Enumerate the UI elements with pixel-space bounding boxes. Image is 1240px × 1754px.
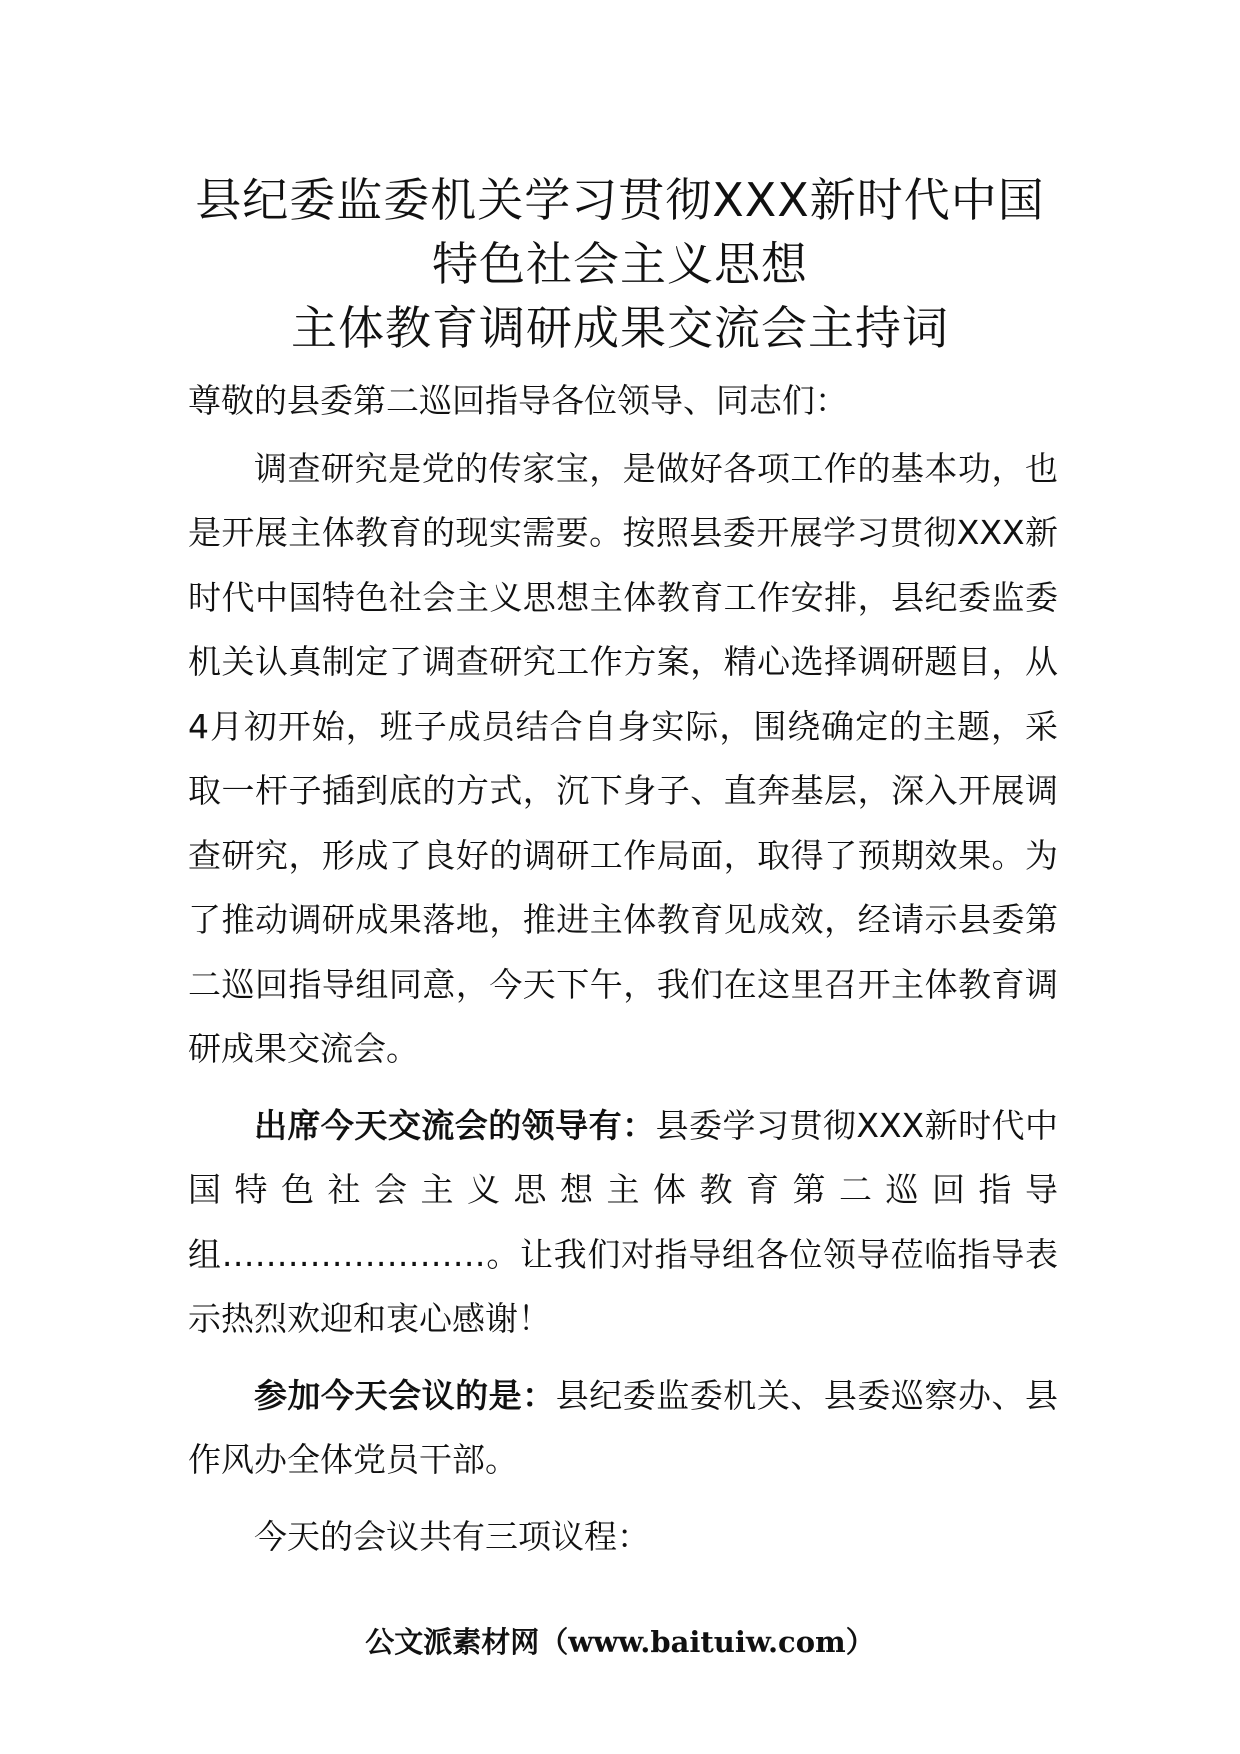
salutation: 尊敬的县委第二巡回指导各位领导、同志们： xyxy=(188,381,848,420)
document-body xyxy=(188,369,1058,1569)
paragraph-attending-leaders xyxy=(188,1094,1058,1352)
attending-leaders-text: 县委学习贯彻XXX新时代中国特色社会主义思想主体教育第二巡回指导组……………………。让我们对指导组各位领导莅临指导表示热烈欢迎和衷心感谢！ xyxy=(188,1105,1059,1338)
title-line-2: 特色社会主义思想 xyxy=(432,237,808,291)
participants-label: 参加今天会议的是： xyxy=(254,1375,556,1415)
footer-source: 公文派素材网（www.baituiw.com） xyxy=(365,1625,875,1659)
document-title xyxy=(150,168,1090,360)
paragraph-intro: 调查研究是党的传家宝，是做好各项工作的基本功，也是开展主体教育的现实需要。按照县委开展学习贯彻XXX新时代中国特色社会主义思想主体教育工作安排，县纪委监委机关认真制定了调查研究工作方案，精心选择调研题目，从4月初开始，班子成员结合自身实际，围绕确定的主题，采取一杆子插到底的方式，沉下身子、直奔基层，深入开展调查研究，形成了良好的调研工作局面，取得了预期效果。为了推动调研成果落地，推进主体教育见成效，经请示县委第二巡回指导组同意，今天下午，我们在这里召开主体教育调研成果交流会。 xyxy=(188,448,1058,1068)
title-line-3: 主体教育调研成果交流会主持词 xyxy=(291,301,949,355)
title-line-1: 县纪委监委机关学习贯彻XXX新时代中国 xyxy=(195,173,1045,227)
paragraph-agenda: 今天的会议共有三项议程： xyxy=(254,1516,650,1556)
participants-text: 县纪委监委机关、县委巡察办、县作风办全体党员干部。 xyxy=(188,1375,1059,1479)
paragraph-participants xyxy=(188,1364,1058,1493)
attending-leaders-label: 出席今天交流会的领导有： xyxy=(254,1105,656,1145)
